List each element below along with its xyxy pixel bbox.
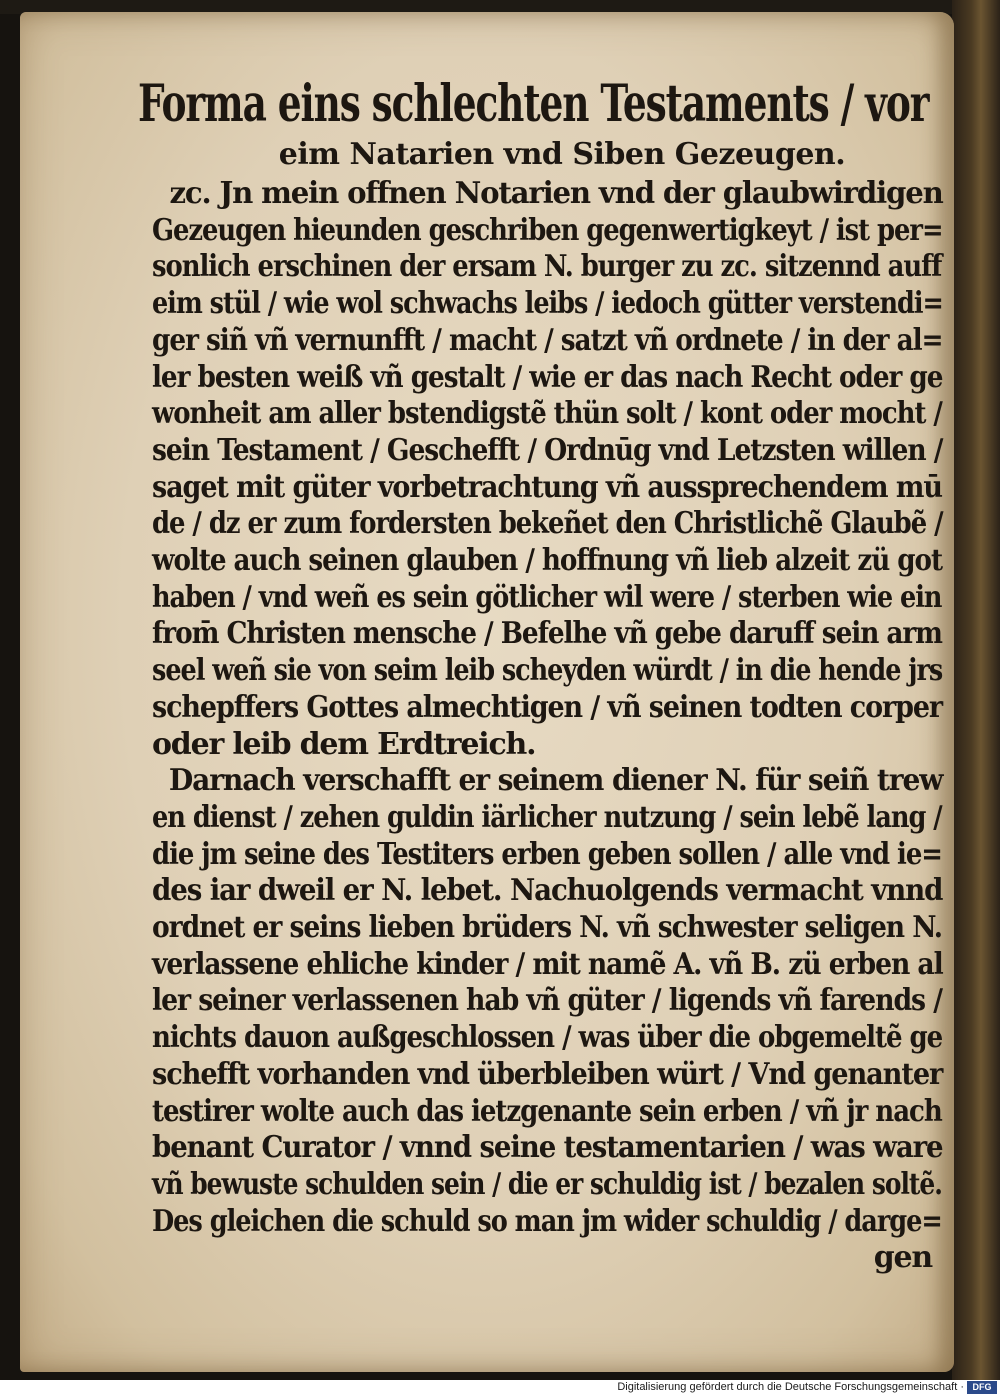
body-line: des iar dweil er N. lebet. Nachuolgends vermacht vnnd (152, 873, 943, 909)
body-line: wolte auch seinen glauben / hoffnung vñ lieb alzeit zü got (152, 543, 943, 579)
body-line: haben / vnd weñ es sein götlicher wil were / sterben wie ein (152, 579, 942, 615)
title-line-1: Forma eins schlechten Testaments / vor (138, 74, 929, 134)
body-line: schepffers Gottes almechtigen / vñ seinen todten corper (152, 689, 943, 725)
body-line: eim stül / wie wol schwachs leibs / iedoch gütter verstendi= (152, 286, 943, 322)
body-line: ler besten weiß vñ gestalt / wie er das nach Recht oder ge (152, 359, 943, 395)
body-line: wonheit am aller bstendigstẽ thün solt / kont oder mocht / (152, 396, 942, 432)
title-line-2: eim Natarien vnd Siben Gezeugen. (278, 137, 846, 172)
book-binding-edge (952, 0, 1000, 1380)
text-block (138, 74, 943, 1277)
body-line: verlassene ehliche kinder / mit namẽ A. vñ B. zü erben al (152, 946, 943, 982)
body-line: vñ bewuste schulden sein / die er schuldig ist / bezalen soltẽ. (152, 1166, 942, 1202)
body-line: saget mit güter vorbetrachtung vñ aussprechendem mū (152, 469, 942, 505)
catchword: gen (873, 1240, 932, 1276)
body-line: nichts dauon außgeschlossen / was über die obgemeltẽ ge (152, 1020, 943, 1056)
paper-page (20, 12, 954, 1372)
funding-credit: Digitalisierung gefördert durch die Deutsche Forschungsgemeinschaft · (617, 1381, 964, 1393)
body-line: Gezeugen hieunden geschriben gegenwertigkeyt / ist per= (152, 212, 943, 248)
body-line: seel weñ sie von seim leib scheyden würdt / in die hende jrs (152, 653, 943, 689)
body-line: oder leib dem Erdtreich. (152, 726, 536, 762)
body-line: benant Curator / vnnd seine testamentarien / was ware (152, 1130, 943, 1166)
dfg-logo: DFG (967, 1381, 997, 1394)
body-line: testirer wolte auch das ietzgenante sein erben / vñ jr nach (152, 1093, 942, 1129)
body-line: en dienst / zehen guldin iärlicher nutzung / sein lebẽ lang / (152, 799, 942, 835)
body-line: zc. Jn mein offnen Notarien vnd der glaubwirdigen (169, 176, 943, 211)
body-line: sonlich erschinen der ersam N. burger zu zc. sitzennd auff (152, 249, 942, 285)
body-line: schefft vorhanden vnd überbleiben würt / Vnd genanter (152, 1056, 943, 1092)
body-line: ordnet er seins lieben brüders N. vñ schwester seligen N. (152, 910, 942, 946)
body-line: from̄ Christen mensche / Befelhe vñ gebe daruff sein arm (152, 616, 942, 652)
body-line: Darnach verschafft er seinem diener N. für seiñ trew (168, 763, 943, 799)
body-line: Des gleichen die schuld so man jm wider schuldig / darge= (152, 1203, 942, 1239)
body-line: ger siñ vñ vernunfft / macht / satzt vñ ordnete / in der al= (152, 322, 943, 358)
body-line: de / dz er zum fordersten bekeñet den Christlichẽ Glaubẽ / (152, 506, 943, 542)
body-line: ler seiner verlassenen hab vñ güter / ligends vñ farends / (152, 983, 942, 1019)
body-line: sein Testament / Geschefft / Ordnūg vnd Letzsten willen / (152, 432, 943, 468)
body-line: die jm seine des Testiters erben geben sollen / alle vnd ie= (152, 836, 942, 872)
